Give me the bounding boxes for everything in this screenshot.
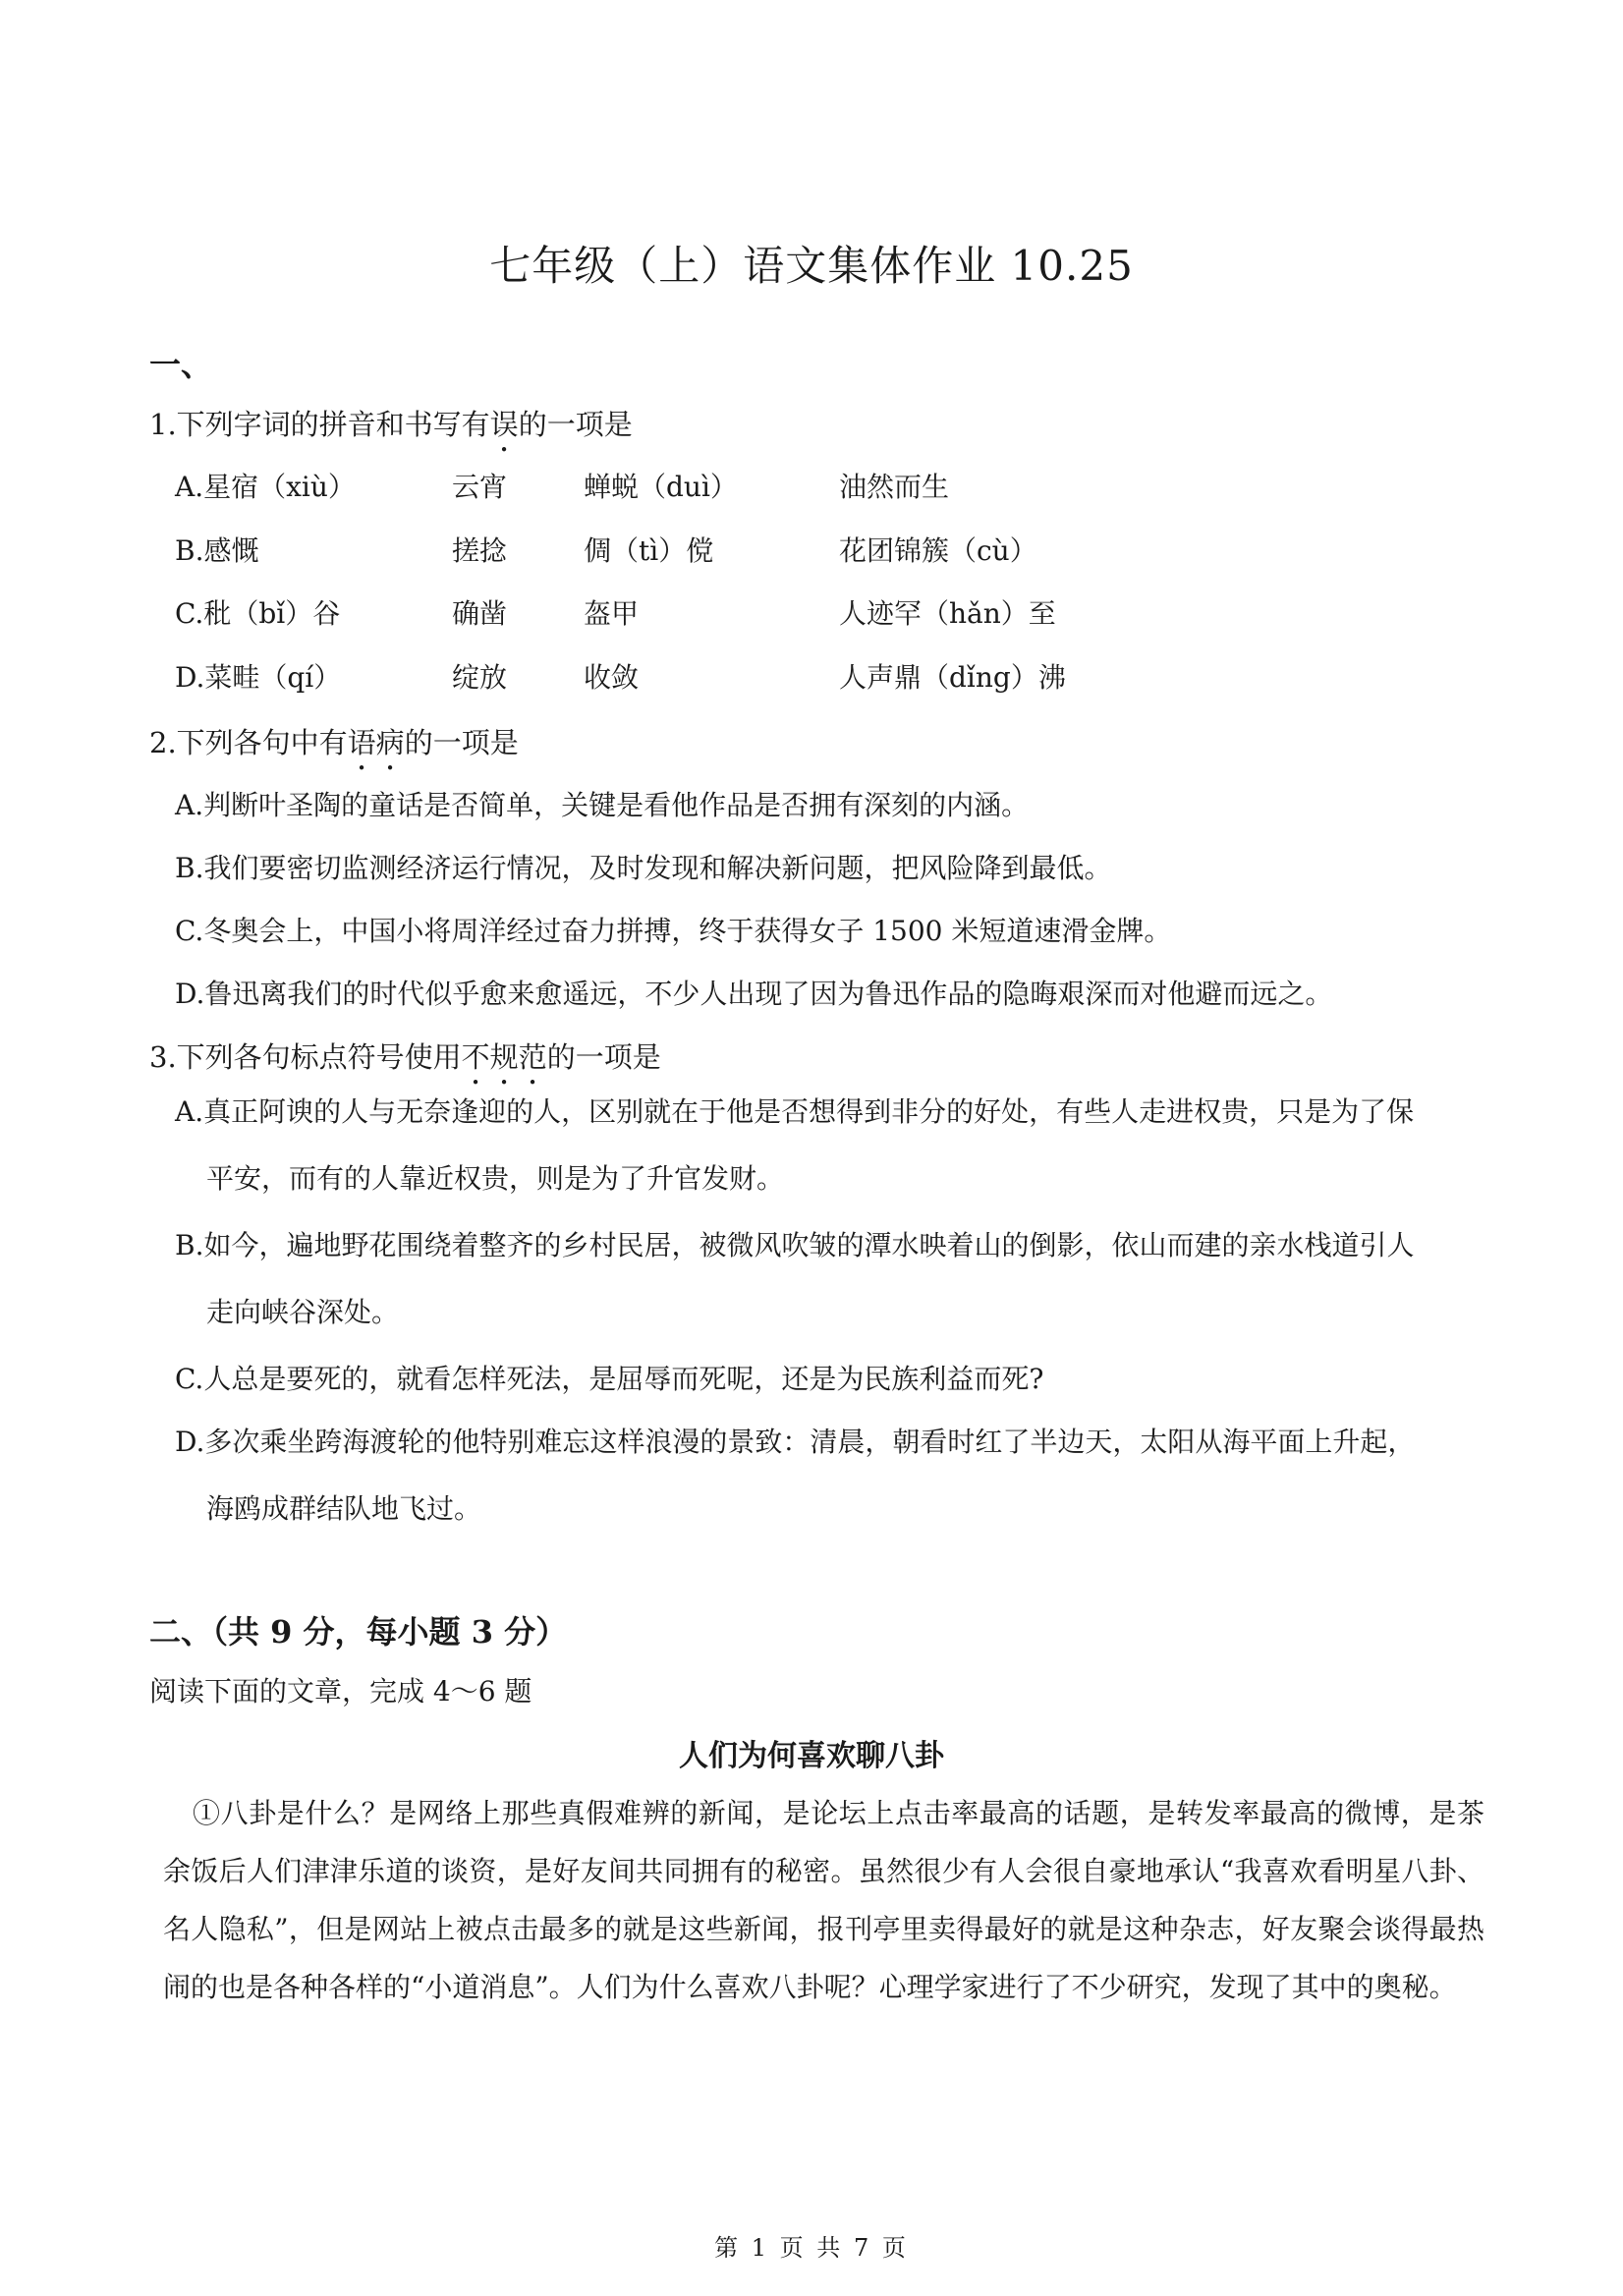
page-title: 七年级（上）语文集体作业 10.25 xyxy=(489,242,1134,290)
q3-option-b-line1: B.如今，遍地野花围绕着整齐的乡村民居，被微风吹皱的潭水映着山的倒影，依山而建的亲水栈道引人 xyxy=(175,1229,1415,1261)
section-1-heading: 一、 xyxy=(149,346,213,383)
q3-option-b-line2: 走向峡谷深处。 xyxy=(206,1296,400,1328)
q1-option-b-word1: B.感慨 xyxy=(175,534,259,567)
question-3-stem: 3.下列各句标点符号使用不规范的一项是 xyxy=(149,1040,661,1074)
q1-option-c-word4: 人迹罕（hǎn）至 xyxy=(839,597,1056,630)
reading-instruction: 阅读下面的文章，完成 4～6 题 xyxy=(149,1675,532,1708)
q1-option-c-word2: 确凿 xyxy=(452,597,508,630)
q1-option-d-word2: 绽放 xyxy=(452,661,508,694)
q1-option-b-word3: 倜（tì）傥 xyxy=(584,534,714,567)
q2-option-d: D.鲁迅离我们的时代似乎愈来愈遥远，不少人出现了因为鲁迅作品的隐晦艰深而对他避而远之。 xyxy=(175,978,1333,1010)
q1-option-a-word1: A.星宿（xiù） xyxy=(175,471,356,503)
q1-option-d-word4: 人声鼎（dǐng）沸 xyxy=(839,661,1066,694)
question-1-stem: 1.下列字词的拼音和书写有误的一项是 xyxy=(149,408,633,441)
q3-option-c: C.人总是要死的，就看怎样死法，是屈辱而死呢，还是为民族利益而死? xyxy=(175,1363,1044,1395)
q2-option-a: A.判断叶圣陶的童话是否简单，关键是看他作品是否拥有深刻的内涵。 xyxy=(175,789,1030,821)
article-paragraph-1: ①八卦是什么？是网络上那些真假难辨的新闻，是论坛上点击率最高的话题，是转发率最高的微博，是茶余饭后人们津津乐道的谈资，是好友间共同拥有的秘密。虽然很少有人会很自豪地承认“我喜欢看明星八卦、名人隐私”，但是网站上被点击最多的就是这些新闻，报刊亭里卖得最好的就是这种杂志，好友聚会谈得最热闹的也是各种各样的“小道消息”。人们为什么喜欢八卦呢？心理学家进行了不少研究，发现了其中的奥秘。 xyxy=(163,1797,1484,2003)
emphasis-mark: 不规范 xyxy=(461,1040,547,1074)
q3-option-a-line2: 平安，而有的人靠近权贵，则是为了升官发财。 xyxy=(206,1162,785,1195)
q1-option-d-word3: 收敛 xyxy=(584,661,640,694)
article-title: 人们为何喜欢聊八卦 xyxy=(679,1739,944,1773)
q3-option-d-line1: D.多次乘坐跨海渡轮的他特别难忘这样浪漫的景致：清晨，朝看时红了半边天，太阳从海平面上升起， xyxy=(175,1426,1416,1458)
emphasis-mark: 语病 xyxy=(347,726,405,759)
q3-option-a-line1: A.真正阿谀的人与无奈逢迎的人，区别就在于他是否想得到非分的好处，有些人走进权贵，只是为了保 xyxy=(175,1095,1415,1128)
q1-option-c-word1: C.秕（bǐ）谷 xyxy=(175,597,341,630)
emphasis-mark: 误 xyxy=(489,408,519,441)
q1-option-a-word2: 云宵 xyxy=(452,471,508,503)
q1-option-c-word3: 盔甲 xyxy=(584,597,640,630)
q2-option-b: B.我们要密切监测经济运行情况，及时发现和解决新问题，把风险降到最低。 xyxy=(175,852,1112,884)
q3-option-d-line2: 海鸥成群结队地飞过。 xyxy=(206,1492,482,1525)
page-footer: 第 1 页 共 7 页 xyxy=(714,2234,909,2262)
q1-option-b-word2: 搓捻 xyxy=(452,534,508,567)
question-2-stem: 2.下列各句中有语病的一项是 xyxy=(149,726,519,759)
q1-option-d-word1: D.菜畦（qí） xyxy=(175,661,342,694)
q2-option-c: C.冬奥会上，中国小将周洋经过奋力拼搏，终于获得女子 1500 米短道速滑金牌。 xyxy=(175,915,1172,947)
section-2-heading: 二、（共 9 分，每小题 3 分） xyxy=(149,1613,568,1651)
q1-option-a-word4: 油然而生 xyxy=(839,471,950,503)
q1-option-b-word4: 花团锦簇（cù） xyxy=(839,534,1037,567)
q1-option-a-word3: 蝉蜕（duì） xyxy=(584,471,738,503)
